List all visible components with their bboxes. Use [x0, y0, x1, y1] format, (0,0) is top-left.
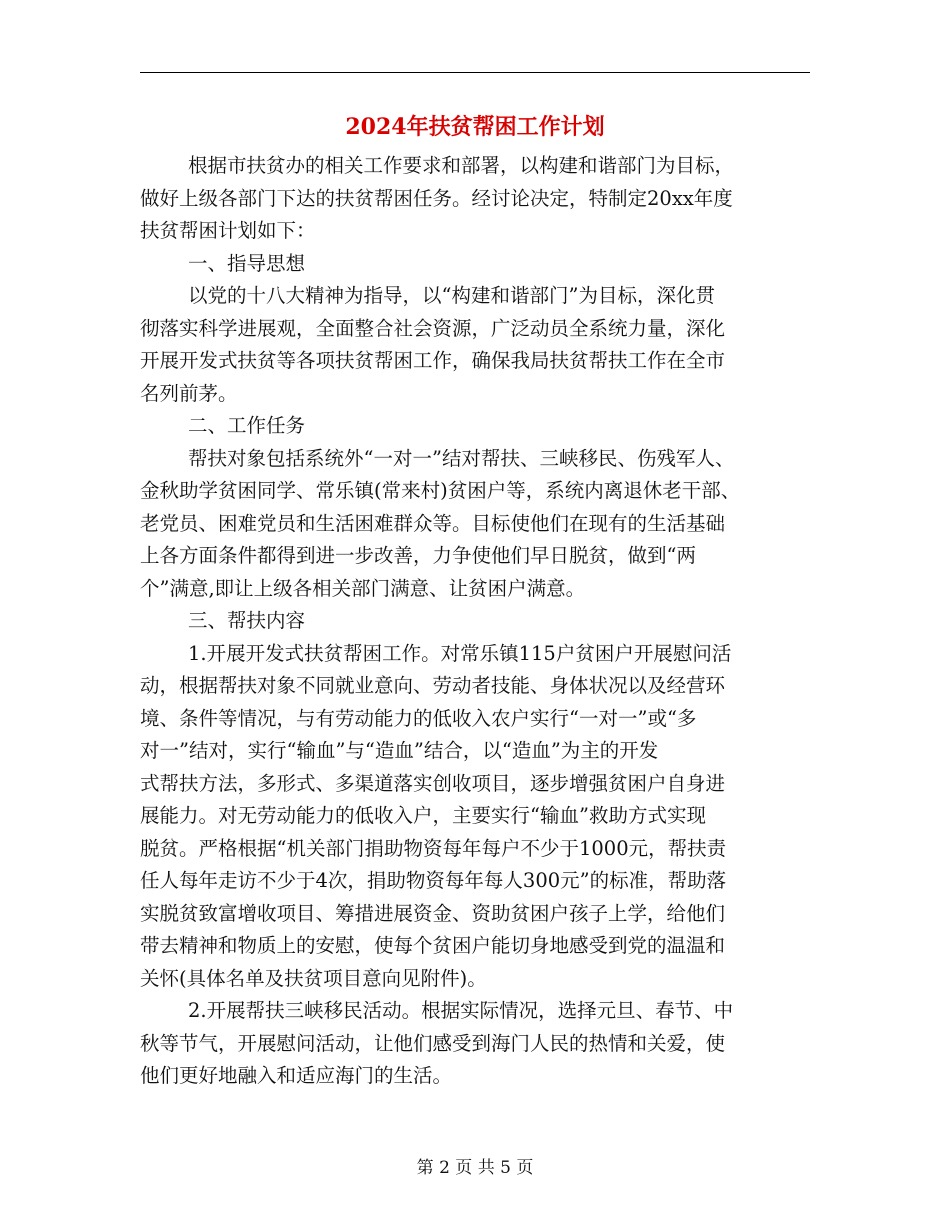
text-line: 以党的十八大精神为指导，以“构建和谐部门”为目标，深化贯: [188, 284, 715, 307]
text-line: 二、工作任务: [188, 414, 306, 437]
text-line: 任人每年走访不少于4次，捐助物资每年每人300元”的标准，帮助落: [140, 869, 727, 892]
text-line: 实脱贫致富增收项目、筹措进展资金、资助贫困户孩子上学，给他们: [140, 901, 726, 925]
text-line: 带去精神和物质上的安慰，使每个贫困户能切身地感受到党的温温和: [140, 934, 726, 957]
text-line: 扶贫帮困计划如下：: [140, 219, 316, 242]
text-line: 展能力。对无劳动能力的低收入户，主要实行“输血”救助方式实现: [140, 804, 706, 827]
text-line: 三、帮扶内容: [188, 609, 306, 632]
text-line: 名列前茅。: [140, 381, 238, 405]
text-line: 个”满意,即让上级各相关部门满意、让贫困户满意。: [140, 576, 586, 600]
text-line: 一、指导思想: [188, 251, 306, 275]
document-title: 2024年扶贫帮困工作计划: [345, 114, 605, 140]
text-line: 关怀(具体名单及扶贫项目意向见附件)。: [140, 966, 487, 990]
page-number: 第 2 页 共 5 页: [416, 1158, 534, 1178]
text-line: 秋等节气，开展慰问活动，让他们感受到海门人民的热情和关爱，使: [140, 1031, 726, 1055]
text-line: 开展开发式扶贫等各项扶贫帮困工作，确保我局扶贫帮扶工作在全市: [140, 349, 726, 372]
text-line: 做好上级各部门下达的扶贫帮困任务。经讨论决定，特制定20xx年度: [140, 186, 733, 210]
text-line: 他们更好地融入和适应海门的生活。: [140, 1064, 453, 1087]
text-line: 动，根据帮扶对象不同就业意向、劳动者技能、身体状况以及经营环: [140, 674, 726, 697]
text-line: 帮扶对象包括系统外“一对一”结对帮扶、三峡移民、伤残军人、: [188, 446, 735, 470]
text-line: 对一”结对，实行“输血”与“造血”结合，以“造血”为主的开发: [140, 739, 659, 762]
text-line: 1.开展开发式扶贫帮困工作。对常乐镇115户贫困户开展慰问活: [188, 641, 732, 665]
header-rule: [140, 72, 810, 73]
text-line: 老党员、困难党员和生活困难群众等。目标使他们在现有的生活基础: [140, 511, 726, 535]
text-line: 金秋助学贫困同学、常乐镇(常来村)贫困户等，系统内离退休老干部、: [140, 479, 741, 502]
text-line: 脱贫。严格根据“机关部门捐助物资每年每户不少于1000元，帮扶责: [140, 836, 727, 860]
text-line: 根据市扶贫办的相关工作要求和部署，以构建和谐部门为目标，: [188, 154, 735, 177]
text-line: 上各方面条件都得到进一步改善，力争使他们早日脱贫，做到“两: [140, 544, 696, 567]
text-line: 式帮扶方法，多形式、多渠道落实创收项目，逐步增强贫困户自身进: [140, 771, 726, 795]
text-line: 境、条件等情况，与有劳动能力的低收入农户实行“一对一”或“多: [140, 706, 697, 730]
document-body: [140, 150, 810, 1093]
text-line: 2.开展帮扶三峡移民活动。根据实际情况，选择元旦、春节、中: [188, 999, 734, 1022]
text-line: 彻落实科学进展观，全面整合社会资源，广泛动员全系统力量，深化: [140, 316, 726, 340]
